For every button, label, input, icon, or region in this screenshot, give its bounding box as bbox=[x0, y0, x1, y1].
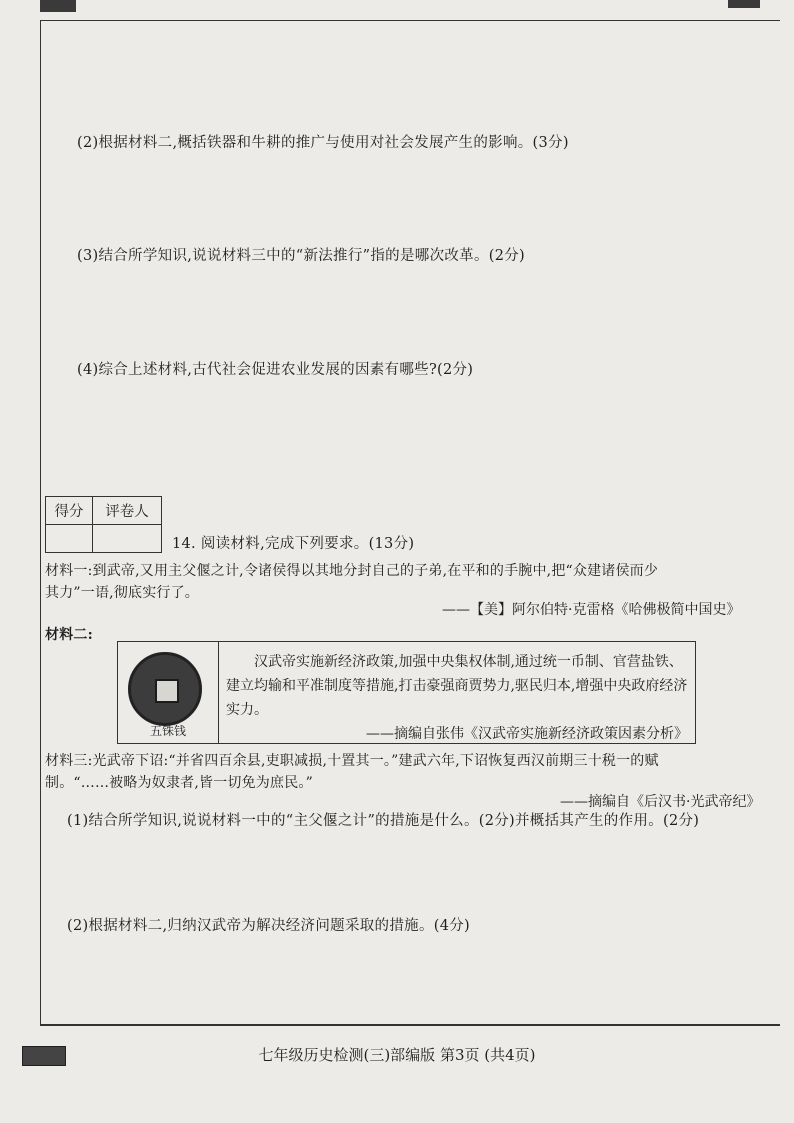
material-1-source: ——【美】阿尔伯特·克雷格《哈佛极简中国史》 bbox=[442, 602, 741, 618]
material-2-label: 材料二: bbox=[45, 627, 93, 643]
material-2-box bbox=[117, 641, 696, 744]
question-4: (4)综合上述材料,古代社会促进农业发展的因素有哪些?(2分) bbox=[77, 362, 474, 378]
material-3-line-2: 制。“……被略为奴隶者,皆一切免为庶民。” bbox=[45, 775, 313, 791]
score-cell[interactable] bbox=[46, 525, 93, 553]
score-header: 得分 bbox=[46, 497, 93, 525]
top-right-mark bbox=[728, 0, 760, 8]
grader-header: 评卷人 bbox=[93, 497, 162, 525]
top-left-mark bbox=[40, 0, 76, 12]
question-2: (2)根据材料二,概括铁器和牛耕的推广与使用对社会发展产生的影响。(3分) bbox=[77, 135, 569, 151]
material-2-body: 汉武帝实施新经济政策,加强中央集权体制,通过统一币制、官营盐铁、建立均输和平准制度等措施,打击豪强商贾势力,驱民归本,增强中央政府经济实力。 bbox=[226, 654, 688, 718]
material-3-source: ——摘编自《后汉书·光武帝纪》 bbox=[560, 794, 761, 810]
subquestion-1: (1)结合所学知识,说说材料一中的“主父偃之计”的措施是什么。(2分)并概括其产生的作用。(2分) bbox=[67, 813, 700, 829]
material-2-source: ——摘编自张伟《汉武帝实施新经济政策因素分析》 bbox=[366, 726, 688, 742]
grader-cell[interactable] bbox=[93, 525, 162, 553]
material-2-text bbox=[226, 650, 688, 746]
material-1-line-2: 其力”一语,彻底实行了。 bbox=[45, 585, 200, 601]
coin-image bbox=[118, 642, 219, 743]
page-footer: 七年级历史检测(三)部编版 第3页 (共4页) bbox=[258, 1046, 536, 1064]
coin-caption: 五铢钱 bbox=[149, 724, 186, 738]
coin-hole bbox=[155, 679, 179, 703]
question-3: (3)结合所学知识,说说材料三中的“新法推行”指的是哪次改革。(2分) bbox=[77, 248, 526, 264]
material-1-line-1: 材料一:到武帝,又用主父偃之计,令诸侯得以其地分封自己的子弟,在平和的手腕中,把“众建诸侯而少 bbox=[45, 563, 659, 579]
subquestion-2: (2)根据材料二,归纳汉武帝为解决经济问题采取的措施。(4分) bbox=[67, 918, 470, 934]
question-14-stem: 14. 阅读材料,完成下列要求。(13分) bbox=[172, 536, 415, 552]
material-3-line-1: 材料三:光武帝下诏:“并省四百余县,吏职减损,十置其一。”建武六年,下诏恢复西汉前期三十税一的赋 bbox=[45, 753, 659, 769]
score-table bbox=[45, 496, 162, 553]
wuzhu-coin-icon bbox=[128, 652, 202, 726]
